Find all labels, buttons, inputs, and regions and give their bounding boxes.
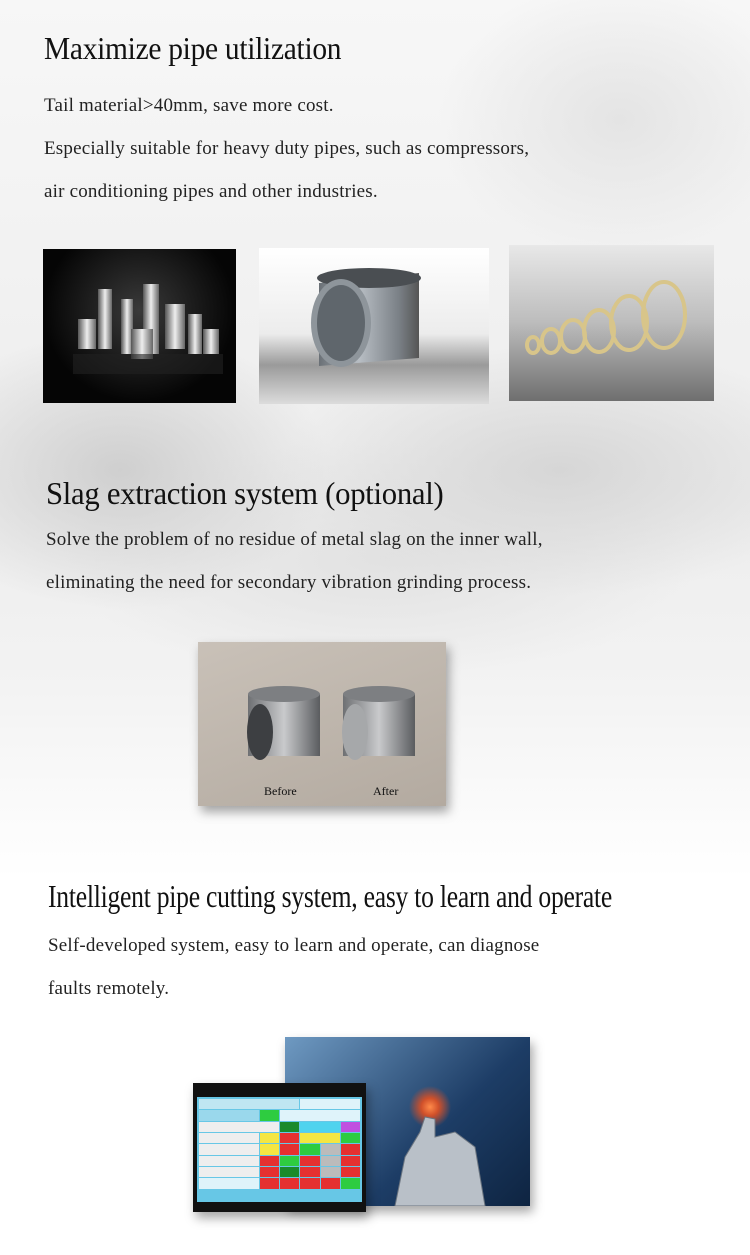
text-line: Solve the problem of no residue of metal slag on the inner wall, <box>46 529 543 550</box>
text-line: Self-developed system, easy to learn and operate, can diagnose <box>48 935 540 956</box>
rings-illustration <box>509 245 714 401</box>
text-line: eliminating the need for secondary vibration grinding process. <box>46 572 532 593</box>
after-label: After <box>373 784 399 798</box>
text-line: Tail material>40mm, save more cost. <box>44 95 334 116</box>
text-line: Especially suitable for heavy duty pipes, such as compressors, <box>44 138 530 159</box>
control-panel-grid <box>197 1097 362 1202</box>
pipe-pieces-illustration <box>43 249 236 403</box>
text-line: air conditioning pipes and other industries. <box>44 181 378 202</box>
control-panel-screen <box>193 1083 366 1212</box>
large-pipe-illustration <box>259 248 489 404</box>
before-label: Before <box>264 784 297 798</box>
pipe-pieces-photo <box>43 249 236 403</box>
section-title-slag-extraction: Slag extraction system (optional) <box>46 475 444 511</box>
large-pipe-photo <box>259 248 489 404</box>
graduated-rings-photo <box>509 245 714 401</box>
text-line: faults remotely. <box>48 978 170 999</box>
before-after-photo <box>198 642 446 806</box>
section-title-pipe-utilization: Maximize pipe utilization <box>44 30 342 66</box>
before-after-rings <box>198 642 446 806</box>
section-title-intelligent-system: Intelligent pipe cutting system, easy to learn and operate <box>48 878 613 914</box>
